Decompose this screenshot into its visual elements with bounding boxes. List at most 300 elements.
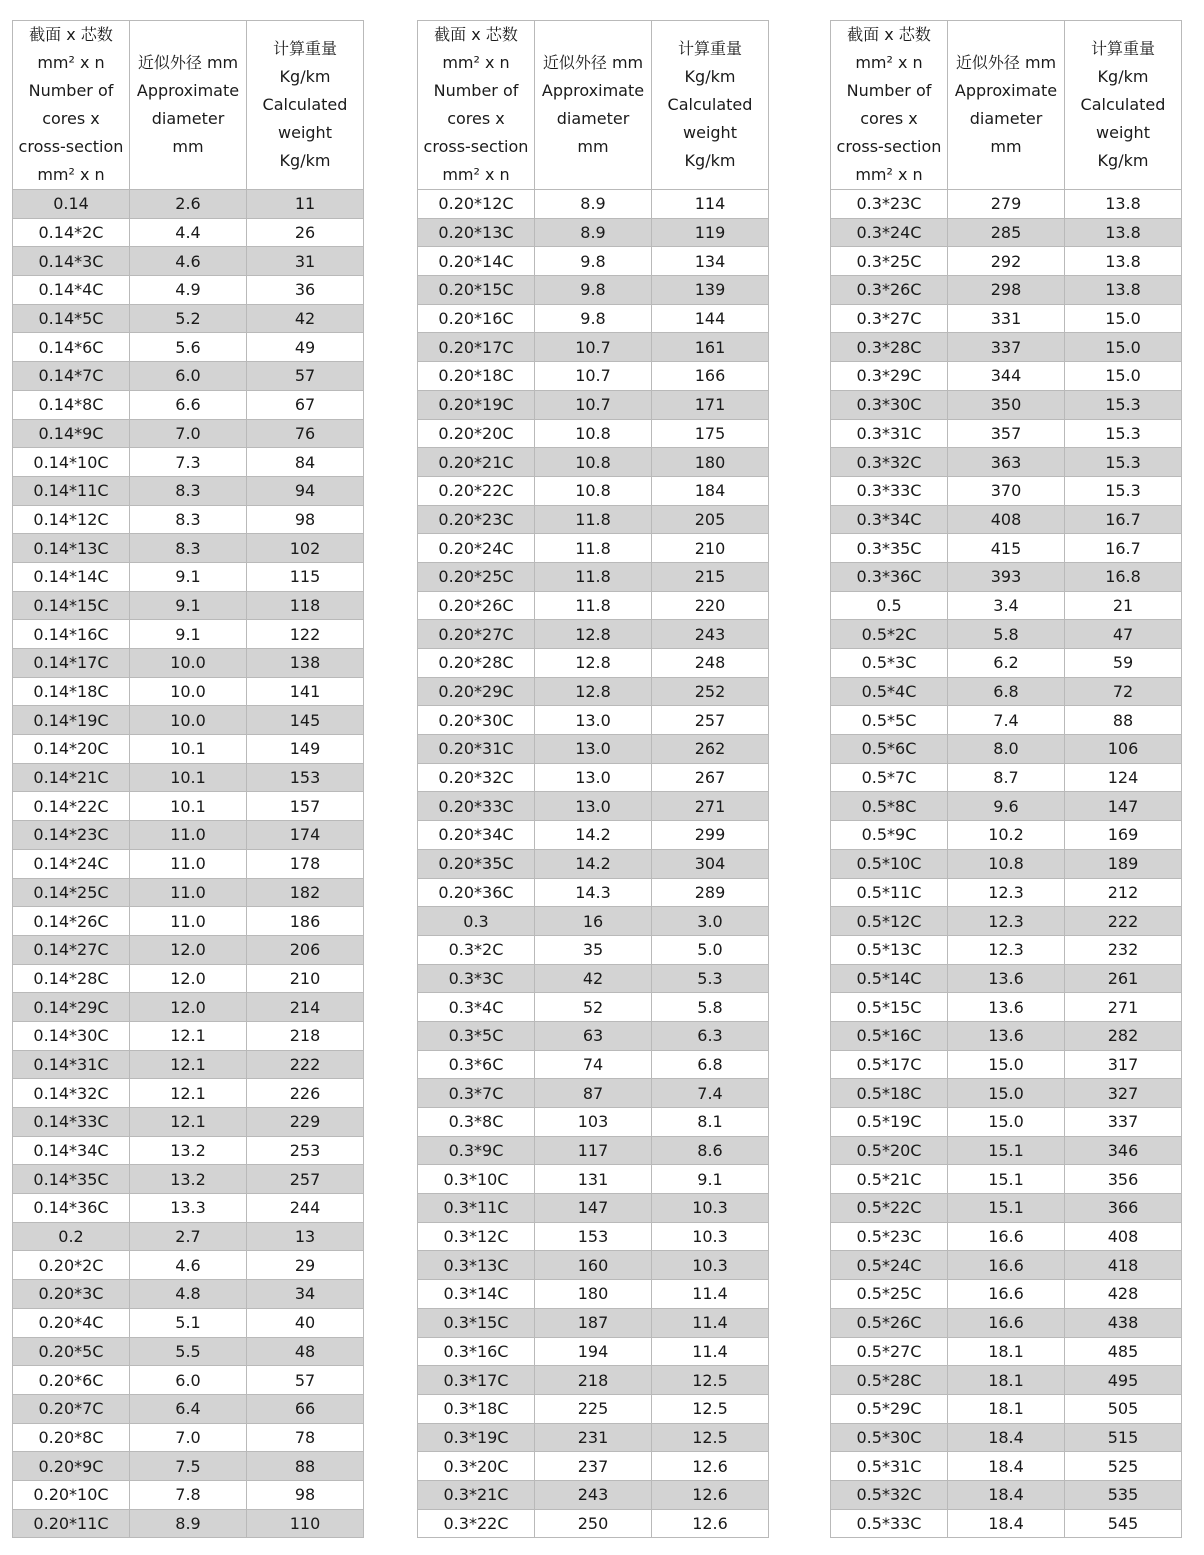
cell-cross-section: 0.14*3C [13,247,130,276]
table-row [13,562,364,591]
cell-diameter: 3.4 [948,591,1065,620]
cell-diameter: 194 [535,1337,652,1366]
header-line: Number of [433,81,519,100]
cell-cross-section: 0.3*6C [418,1050,535,1079]
table-row [418,534,769,563]
cell-diameter: 4.4 [130,218,247,247]
cell-weight: 98 [247,505,364,534]
cell-weight: 31 [247,247,364,276]
cell-cross-section: 0.20*30C [418,706,535,735]
table-row [831,964,1182,993]
cell-weight: 124 [1065,763,1182,792]
table-row [831,677,1182,706]
header-line: Approximate [954,81,1058,100]
cell-cross-section: 0.3*14C [418,1280,535,1309]
cell-cross-section: 0.20*11C [13,1509,130,1538]
cell-diameter: 8.3 [130,534,247,563]
cell-diameter: 74 [535,1050,652,1079]
cell-diameter: 8.0 [948,735,1065,764]
cell-cross-section: 0.14*28C [13,964,130,993]
cell-diameter: 2.6 [130,190,247,219]
cell-cross-section: 0.14*16C [13,620,130,649]
cell-cross-section: 0.20*22C [418,476,535,505]
cell-weight: 57 [247,362,364,391]
table-row [13,1079,364,1108]
cell-diameter: 7.0 [130,419,247,448]
table-row [831,1251,1182,1280]
cell-weight: 11.4 [652,1337,769,1366]
cell-diameter: 10.8 [948,849,1065,878]
cell-cross-section: 0.14*8C [13,390,130,419]
table-row [418,821,769,850]
cell-cross-section: 0.5*22C [831,1194,948,1223]
cell-cross-section: 0.20*34C [418,821,535,850]
cell-weight: 134 [652,247,769,276]
cell-cross-section: 0.14*4C [13,276,130,305]
header-line: mm [990,137,1022,156]
cell-weight: 9.1 [652,1165,769,1194]
cell-weight: 262 [652,735,769,764]
header-row [13,21,364,190]
cell-cross-section: 0.14*30C [13,1021,130,1050]
cell-weight: 47 [1065,620,1182,649]
cell-weight: 346 [1065,1136,1182,1165]
cell-weight: 282 [1065,1021,1182,1050]
table-row [418,591,769,620]
cell-cross-section: 0.14*19C [13,706,130,735]
table-row [831,534,1182,563]
table-row [418,735,769,764]
header-line: Kg/km [279,151,331,170]
header-line: 计算重量 [272,39,337,58]
cell-weight: 5.0 [652,935,769,964]
cell-cross-section: 0.20*10C [13,1480,130,1509]
table-row [13,735,364,764]
table-row [418,620,769,649]
header-cross-section [831,21,948,190]
cell-weight: 327 [1065,1079,1182,1108]
cell-cross-section: 0.3*12C [418,1222,535,1251]
table-row [13,591,364,620]
cell-weight: 428 [1065,1280,1182,1309]
cell-cross-section: 0.3*22C [418,1509,535,1538]
cell-cross-section: 0.14*11C [13,476,130,505]
cell-weight: 212 [1065,878,1182,907]
cell-cross-section: 0.5*27C [831,1337,948,1366]
cell-cross-section: 0.5*21C [831,1165,948,1194]
cell-cross-section: 0.3*15C [418,1308,535,1337]
table-row [831,476,1182,505]
cell-diameter: 5.1 [130,1308,247,1337]
cell-cross-section: 0.5*32C [831,1480,948,1509]
table-row [13,1480,364,1509]
table-row [831,419,1182,448]
cell-cross-section: 0.5*24C [831,1251,948,1280]
cell-diameter: 11.0 [130,878,247,907]
cell-diameter: 5.6 [130,333,247,362]
table-row [831,1452,1182,1481]
header-line: Kg/km [1097,151,1149,170]
cell-diameter: 10.7 [535,362,652,391]
cell-cross-section: 0.3*4C [418,993,535,1022]
cell-cross-section: 0.5 [831,591,948,620]
header-line: cross-section [423,137,529,156]
cell-cross-section: 0.5*33C [831,1509,948,1538]
cell-cross-section: 0.14*35C [13,1165,130,1194]
table-row [13,1136,364,1165]
table-row [13,448,364,477]
cell-weight: 10.3 [652,1194,769,1223]
table-row [831,1079,1182,1108]
table-row [831,591,1182,620]
table-row [418,562,769,591]
table-row [831,1194,1182,1223]
table-row [831,935,1182,964]
cell-diameter: 42 [535,964,652,993]
cell-weight: 16.7 [1065,505,1182,534]
header-diameter [130,21,247,190]
table-row [418,1280,769,1309]
cell-weight: 48 [247,1337,364,1366]
cell-cross-section: 0.3*18C [418,1394,535,1423]
cell-weight: 8.1 [652,1108,769,1137]
cell-weight: 122 [247,620,364,649]
cell-diameter: 52 [535,993,652,1022]
table-row [13,247,364,276]
cell-diameter: 13.0 [535,792,652,821]
table-row [13,1337,364,1366]
cell-diameter: 6.4 [130,1394,247,1423]
cell-diameter: 8.9 [535,190,652,219]
table-row [831,218,1182,247]
header-diameter [948,21,1065,190]
cell-diameter: 6.0 [130,1366,247,1395]
cell-cross-section: 0.14*18C [13,677,130,706]
cell-cross-section: 0.20*2C [13,1251,130,1280]
cell-cross-section: 0.14*21C [13,763,130,792]
cell-diameter: 14.2 [535,849,652,878]
cell-weight: 102 [247,534,364,563]
cell-cross-section: 0.3*8C [418,1108,535,1137]
cell-cross-section: 0.5*3C [831,649,948,678]
header-weight [652,21,769,190]
cell-diameter: 13.3 [130,1194,247,1223]
cell-weight: 88 [247,1452,364,1481]
cell-cross-section: 0.3*30C [831,390,948,419]
cell-weight: 12.5 [652,1394,769,1423]
cell-weight: 40 [247,1308,364,1337]
cell-cross-section: 0.3*25C [831,247,948,276]
header-line: cores x [447,109,505,128]
table-row [13,1509,364,1538]
header-line: Calculated [667,95,753,114]
cell-weight: 98 [247,1480,364,1509]
table-row [418,935,769,964]
cell-diameter: 13.0 [535,735,652,764]
cell-diameter: 344 [948,362,1065,391]
cable-table-2 [417,20,769,1538]
cell-diameter: 8.3 [130,476,247,505]
table-row [13,1021,364,1050]
header-cross-section [13,21,130,190]
cell-diameter: 12.3 [948,878,1065,907]
cell-cross-section: 0.3*7C [418,1079,535,1108]
cell-cross-section: 0.20*14C [418,247,535,276]
cell-diameter: 7.0 [130,1423,247,1452]
cell-diameter: 13.0 [535,706,652,735]
cell-cross-section: 0.20*9C [13,1452,130,1481]
cell-diameter: 370 [948,476,1065,505]
table-row [13,935,364,964]
cell-cross-section: 0.5*15C [831,993,948,1022]
cell-diameter: 13.6 [948,993,1065,1022]
cell-weight: 244 [247,1194,364,1223]
table-row [418,792,769,821]
cell-cross-section: 0.5*25C [831,1280,948,1309]
cell-weight: 94 [247,476,364,505]
cell-weight: 182 [247,878,364,907]
table-row [831,1394,1182,1423]
cell-diameter: 13.2 [130,1165,247,1194]
cell-diameter: 10.8 [535,476,652,505]
cell-diameter: 153 [535,1222,652,1251]
cell-diameter: 12.0 [130,993,247,1022]
cell-weight: 418 [1065,1251,1182,1280]
cell-weight: 16.7 [1065,534,1182,563]
cell-weight: 545 [1065,1509,1182,1538]
cell-weight: 495 [1065,1366,1182,1395]
cell-weight: 206 [247,935,364,964]
cell-cross-section: 0.3*31C [831,419,948,448]
table-row [831,735,1182,764]
table-row [418,1222,769,1251]
cell-weight: 337 [1065,1108,1182,1137]
cell-cross-section: 0.14*24C [13,849,130,878]
cell-weight: 118 [247,591,364,620]
cell-diameter: 292 [948,247,1065,276]
table-row [418,964,769,993]
cell-diameter: 12.1 [130,1079,247,1108]
cell-weight: 34 [247,1280,364,1309]
cell-cross-section: 0.14*6C [13,333,130,362]
table-row [831,1423,1182,1452]
table-row [13,1280,364,1309]
cell-weight: 210 [247,964,364,993]
header-weight [247,21,364,190]
cell-weight: 36 [247,276,364,305]
cell-weight: 12.5 [652,1423,769,1452]
cell-diameter: 8.9 [130,1509,247,1538]
cell-diameter: 11.8 [535,562,652,591]
table-row [13,1194,364,1223]
table-row [418,362,769,391]
cell-cross-section: 0.3*28C [831,333,948,362]
table-row [13,907,364,936]
cell-cross-section: 0.3*29C [831,362,948,391]
cell-weight: 505 [1065,1394,1182,1423]
cell-cross-section: 0.5*7C [831,763,948,792]
table-row [831,276,1182,305]
header-line: Kg/km [684,151,736,170]
cell-diameter: 18.1 [948,1394,1065,1423]
cell-cross-section: 0.20*27C [418,620,535,649]
cell-weight: 10.3 [652,1251,769,1280]
table-row [418,1509,769,1538]
table-row [831,792,1182,821]
cell-cross-section: 0.20*31C [418,735,535,764]
cell-weight: 257 [247,1165,364,1194]
header-weight [1065,21,1182,190]
cell-cross-section: 0.3*11C [418,1194,535,1223]
table-row [418,1050,769,1079]
cell-cross-section: 0.5*2C [831,620,948,649]
cell-weight: 5.3 [652,964,769,993]
cell-weight: 232 [1065,935,1182,964]
cell-cross-section: 0.20*23C [418,505,535,534]
cell-diameter: 18.1 [948,1366,1065,1395]
cell-weight: 205 [652,505,769,534]
table-row [418,247,769,276]
table-row [13,218,364,247]
header-line: cross-section [836,137,942,156]
cell-diameter: 13.2 [130,1136,247,1165]
cell-cross-section: 0.5*31C [831,1452,948,1481]
cell-cross-section: 0.14*12C [13,505,130,534]
cell-weight: 13.8 [1065,276,1182,305]
cell-cross-section: 0.20*15C [418,276,535,305]
cell-cross-section: 0.14*9C [13,419,130,448]
cell-weight: 106 [1065,735,1182,764]
header-cross-section [418,21,535,190]
cell-diameter: 14.3 [535,878,652,907]
cell-cross-section: 0.14*25C [13,878,130,907]
cell-diameter: 12.3 [948,907,1065,936]
cell-cross-section: 0.14*33C [13,1108,130,1137]
cell-weight: 15.3 [1065,419,1182,448]
cell-diameter: 10.7 [535,333,652,362]
cell-cross-section: 0.20*29C [418,677,535,706]
table-row [13,505,364,534]
cell-diameter: 18.1 [948,1337,1065,1366]
table-row [418,1366,769,1395]
cell-cross-section: 0.5*29C [831,1394,948,1423]
table-row [13,333,364,362]
cell-weight: 114 [652,190,769,219]
cell-weight: 16.8 [1065,562,1182,591]
cell-cross-section: 0.14*23C [13,821,130,850]
cell-weight: 12.5 [652,1366,769,1395]
cell-weight: 229 [247,1108,364,1137]
cell-cross-section: 0.5*20C [831,1136,948,1165]
cell-diameter: 187 [535,1308,652,1337]
header-diameter [535,21,652,190]
table-row [831,247,1182,276]
cell-weight: 267 [652,763,769,792]
cell-weight: 72 [1065,677,1182,706]
cell-diameter: 16.6 [948,1280,1065,1309]
header-line: weight [278,123,332,142]
cell-diameter: 9.8 [535,247,652,276]
cell-weight: 119 [652,218,769,247]
table-row [418,505,769,534]
table-row [418,1337,769,1366]
cell-cross-section: 0.20*36C [418,878,535,907]
table-row [831,362,1182,391]
header-line: 截面 x 芯数 [847,25,931,44]
cell-weight: 57 [247,1366,364,1395]
cell-weight: 12.6 [652,1452,769,1481]
cell-diameter: 63 [535,1021,652,1050]
cell-cross-section: 0.5*30C [831,1423,948,1452]
cell-cross-section: 0.20*28C [418,649,535,678]
cell-weight: 145 [247,706,364,735]
cell-weight: 13.8 [1065,190,1182,219]
cell-cross-section: 0.20*7C [13,1394,130,1423]
table-row [418,390,769,419]
cell-diameter: 16.6 [948,1251,1065,1280]
cell-cross-section: 0.5*11C [831,878,948,907]
header-line: mm² x n [855,165,923,184]
cell-diameter: 147 [535,1194,652,1223]
cell-cross-section: 0.14*2C [13,218,130,247]
cell-diameter: 16 [535,907,652,936]
cell-weight: 13.8 [1065,247,1182,276]
cell-weight: 149 [247,735,364,764]
table-row [418,763,769,792]
cell-cross-section: 0.3*2C [418,935,535,964]
cell-diameter: 357 [948,419,1065,448]
cell-diameter: 11.8 [535,534,652,563]
header-line: diameter [151,109,225,128]
table-row [13,1452,364,1481]
header-line: Approximate [541,81,645,100]
header-line: 计算重量 [677,39,742,58]
cell-cross-section: 0.3*16C [418,1337,535,1366]
cell-weight: 299 [652,821,769,850]
cell-cross-section: 0.3*5C [418,1021,535,1050]
cell-weight: 115 [247,562,364,591]
table-row [13,362,364,391]
cell-cross-section: 0.5*14C [831,964,948,993]
cell-diameter: 12.1 [130,1108,247,1137]
cell-diameter: 10.1 [130,792,247,821]
cell-weight: 220 [652,591,769,620]
cell-weight: 6.3 [652,1021,769,1050]
cell-cross-section: 0.3*32C [831,448,948,477]
cell-cross-section: 0.3*24C [831,218,948,247]
cell-diameter: 13.6 [948,1021,1065,1050]
cell-cross-section: 0.3*26C [831,276,948,305]
cell-diameter: 12.8 [535,620,652,649]
cell-weight: 535 [1065,1480,1182,1509]
cell-weight: 141 [247,677,364,706]
table-row [418,907,769,936]
cell-cross-section: 0.5*10C [831,849,948,878]
cell-diameter: 8.9 [535,218,652,247]
header-line: mm² x n [442,53,510,72]
cell-cross-section: 0.3*10C [418,1165,535,1194]
cell-diameter: 18.4 [948,1423,1065,1452]
table-body [831,190,1182,1538]
cell-diameter: 11.0 [130,821,247,850]
table-row [418,1021,769,1050]
cell-diameter: 285 [948,218,1065,247]
cell-weight: 317 [1065,1050,1182,1079]
table-row [831,1222,1182,1251]
cell-diameter: 12.0 [130,964,247,993]
table-row [13,1108,364,1137]
cell-diameter: 18.4 [948,1452,1065,1481]
